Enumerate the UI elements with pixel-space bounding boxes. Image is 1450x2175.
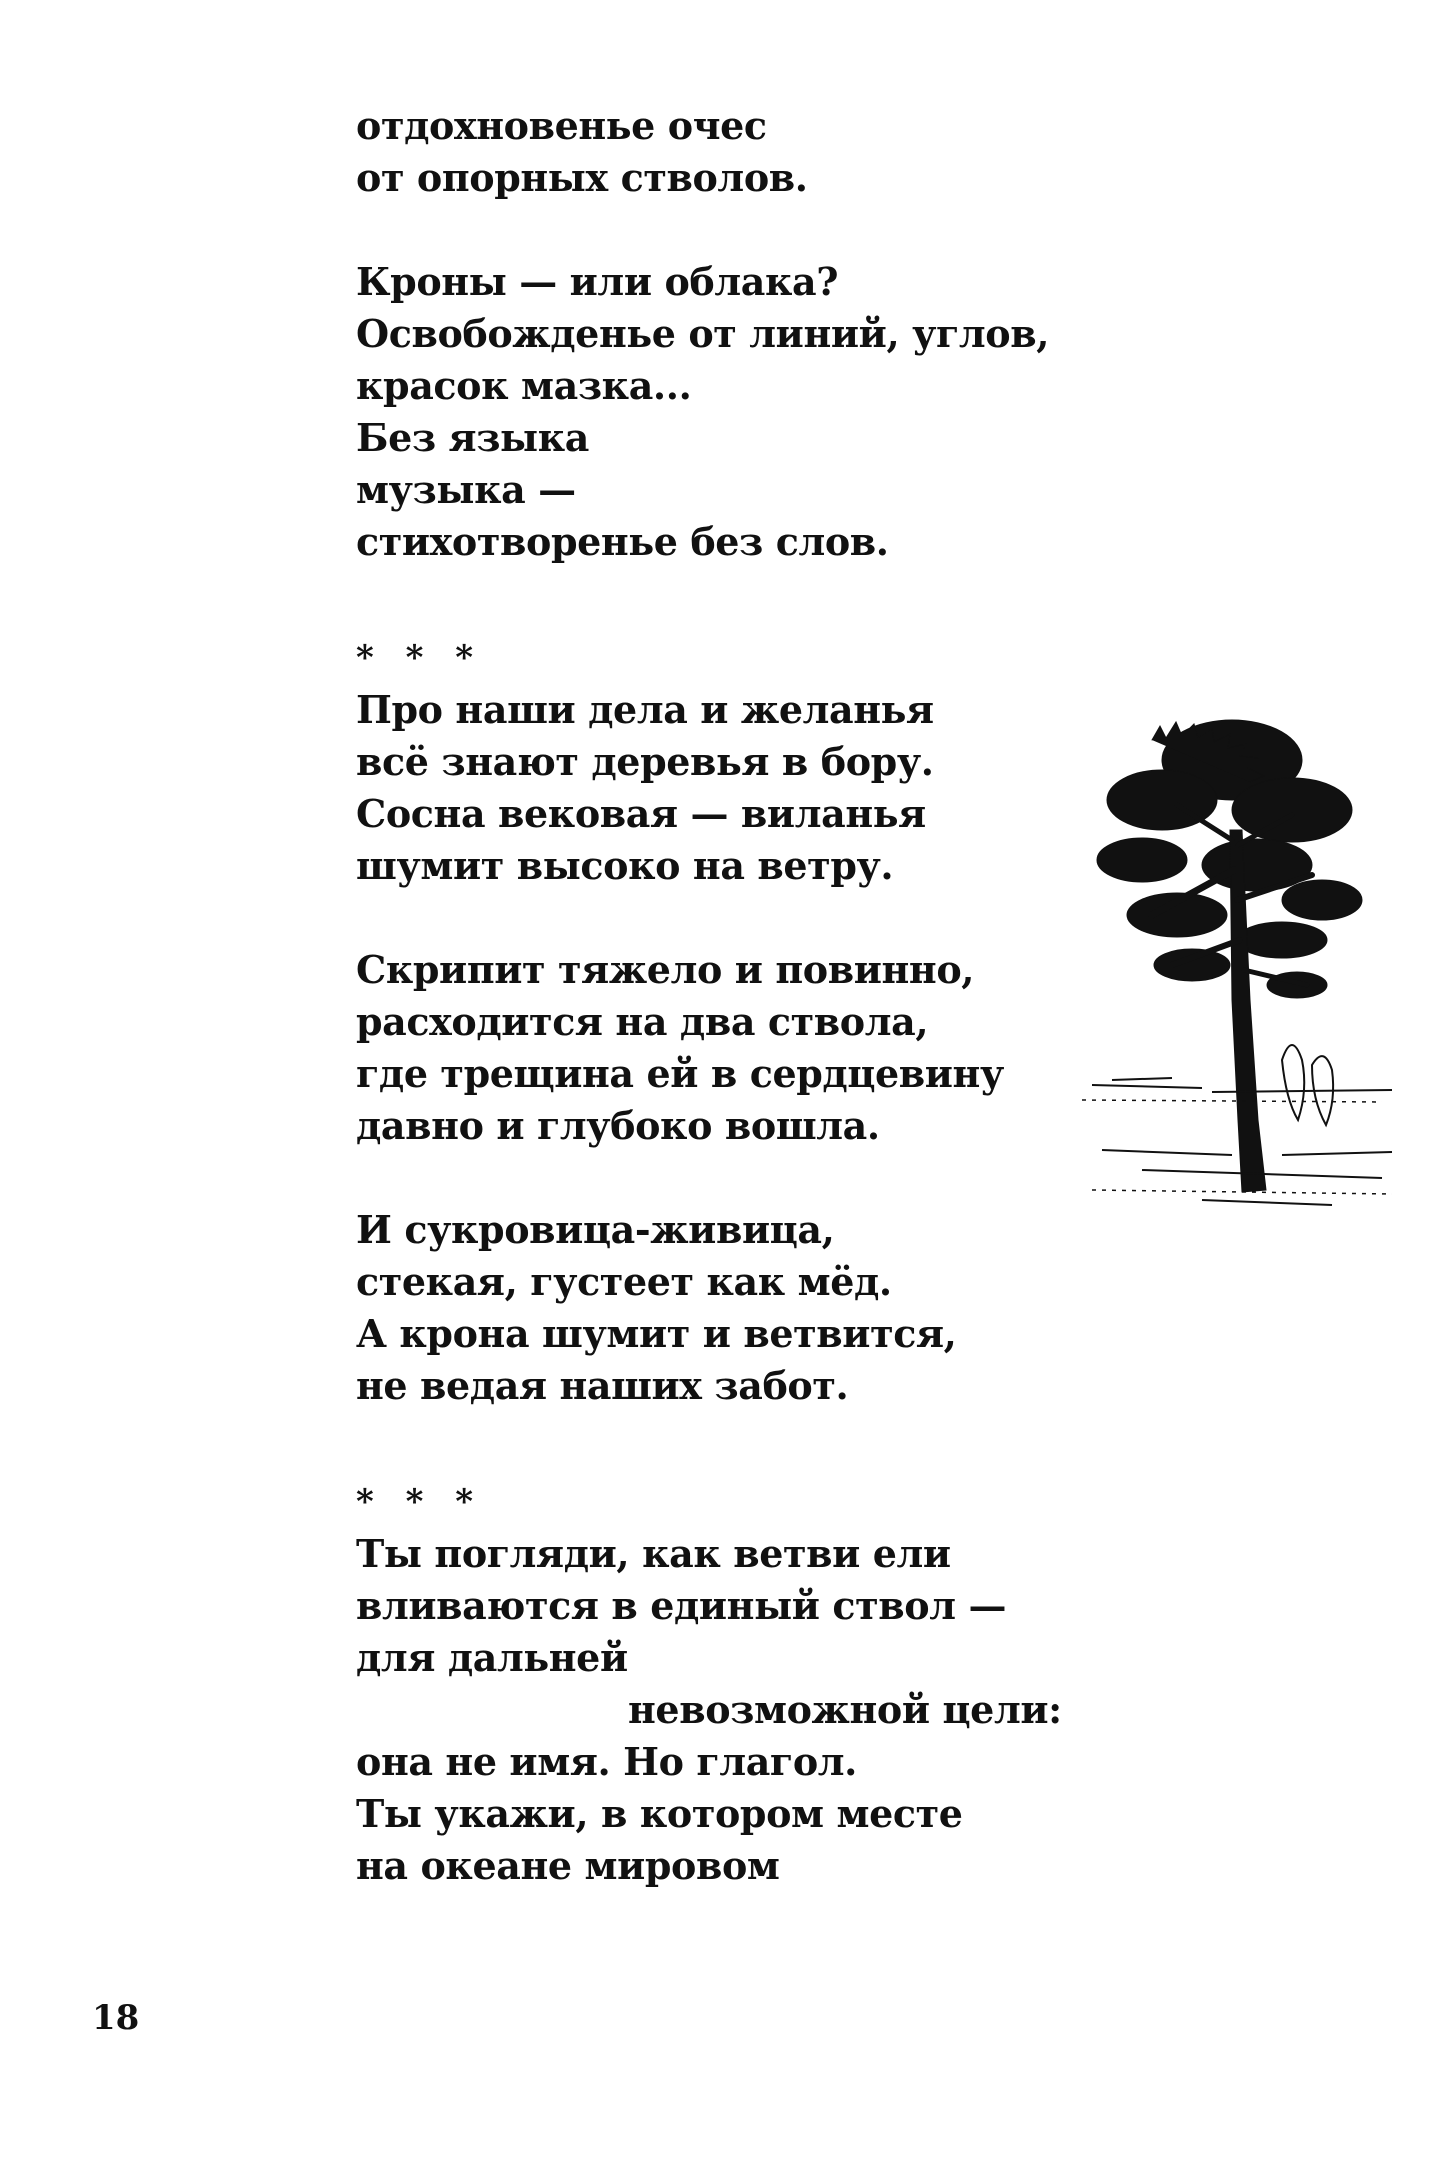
poem-line: Кроны — или облака? [356,259,839,304]
poem-line: давно и глубоко вошла. [356,1103,880,1148]
stanza-pine-1 [356,684,1116,892]
poem-line: А крона шумит и ветвится, [356,1311,957,1356]
stanza-gap [356,892,1116,944]
poem-line: всё знают деревья в бору. [356,739,934,784]
poem-line-indented: невозможной цели: [628,1687,1062,1732]
poem-line: Сосна вековая — виланья [356,791,926,836]
poem-line: Скрипит тяжело и повинно, [356,947,975,992]
pine-tree-icon [1082,700,1402,1210]
poem-line: музыка — [356,467,576,512]
poem-line: Освобожденье от линий, углов, [356,311,1050,356]
poem-line: не ведая наших забот. [356,1363,849,1408]
poem-line: расходится на два ствола, [356,999,929,1044]
poem-line: отдохновенье очес [356,103,767,148]
poem-line: вливаются в единый ствол — [356,1583,1007,1628]
poem-line: для дальней [356,1635,628,1680]
poem-gap [356,568,1116,632]
stanza-pine-3 [356,1204,1116,1412]
poem-line: стихотворенье без слов. [356,519,889,564]
stanza-pine-2 [356,944,1116,1152]
stanza-gap [356,1152,1116,1204]
page-number: 18 [92,1998,140,2038]
poem-gap [356,1412,1116,1476]
stanza-spruce [356,1528,1116,1892]
poem-line: от опорных стволов. [356,155,808,200]
poem-line: красок мазка... [356,363,692,408]
stanza-crowns [356,256,1116,568]
poem-line: шумит высоко на ветру. [356,843,894,888]
stanza-gap [356,204,1116,256]
poem-line: Ты погляди, как ветви ели [356,1531,951,1576]
stanza-continuation [356,100,1116,204]
poem-line: на океане мировом [356,1843,780,1888]
poem-line: Без языка [356,415,590,460]
poem-text [356,100,1116,1892]
poem-line: И сукровица-живица, [356,1207,835,1252]
poem-line: она не имя. Но глагол. [356,1739,857,1784]
poem-line: Про наши дела и желанья [356,687,934,732]
section-separator: * * * [356,1482,484,1522]
poem-line: где трещина ей в сердцевину [356,1051,1004,1096]
poem-line: Ты укажи, в котором месте [356,1791,963,1836]
poem-line: стекая, густеет как мёд. [356,1259,892,1304]
section-separator: * * * [356,638,484,678]
